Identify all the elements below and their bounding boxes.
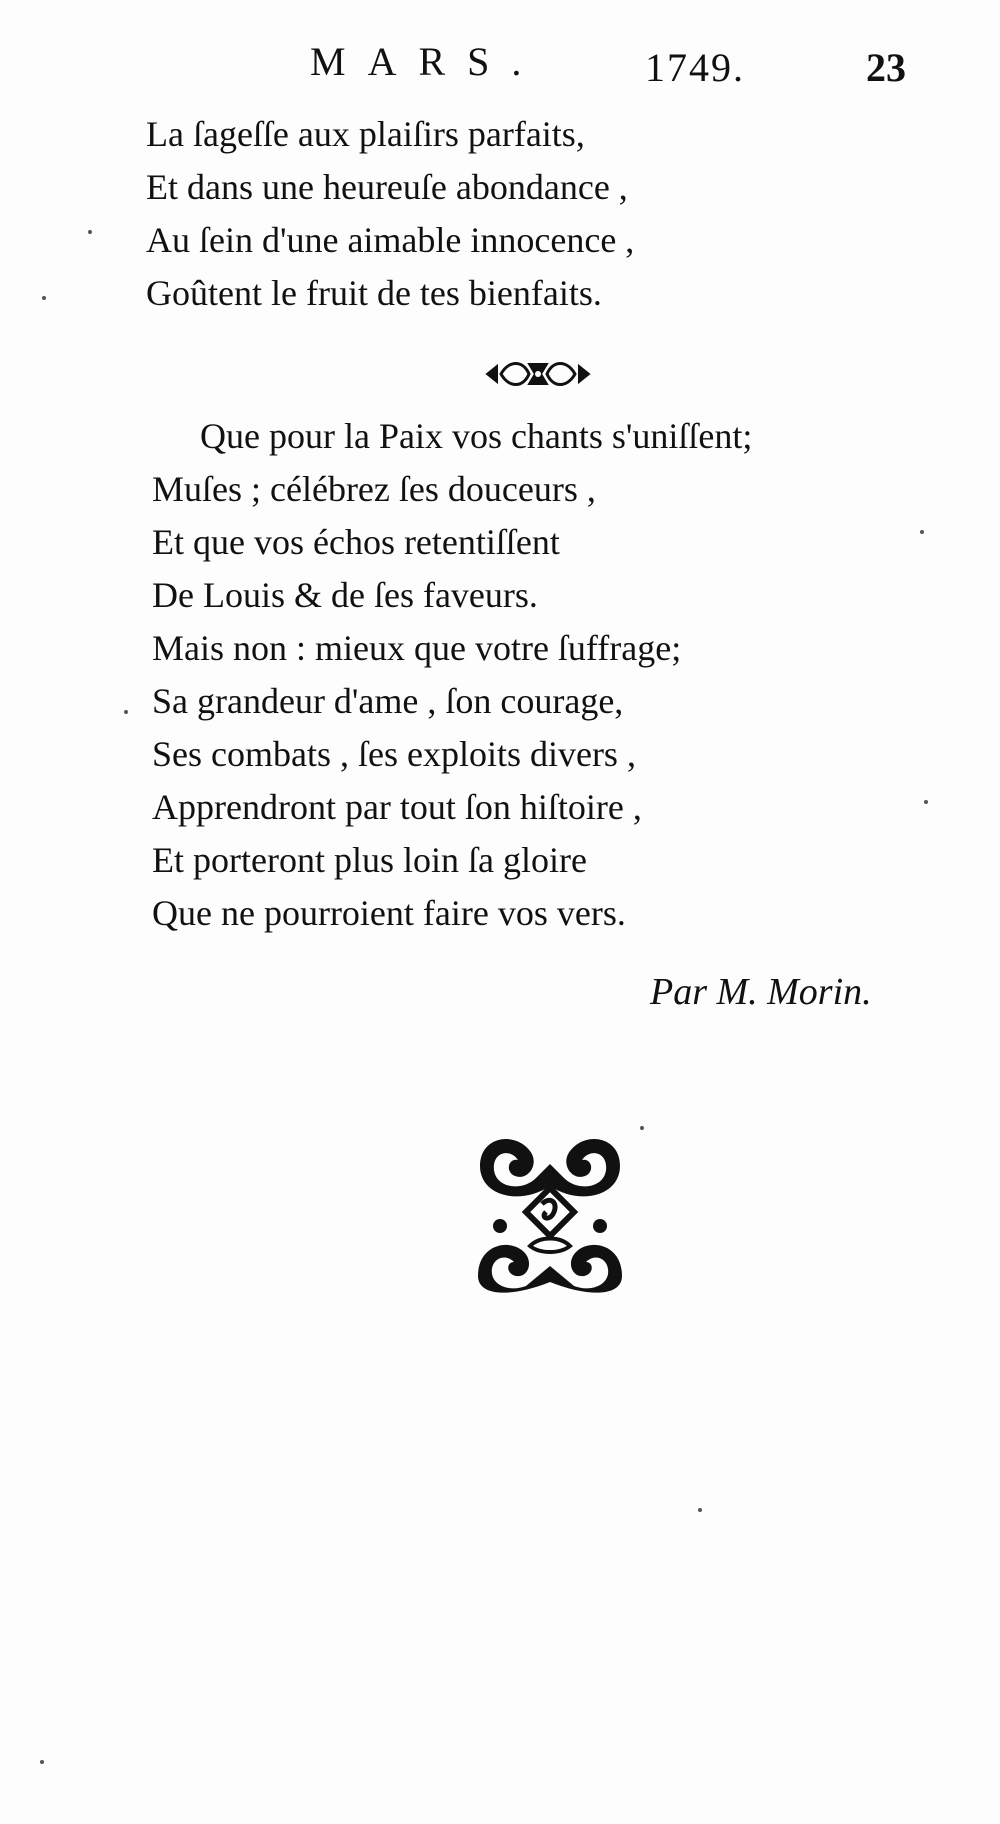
page-header	[0, 38, 1000, 98]
paper-speck	[88, 230, 92, 234]
fleuron-divider-icon	[483, 352, 593, 396]
poem-stanza-2	[0, 410, 1000, 940]
paper-speck	[640, 1126, 644, 1130]
verse-line: Sa grandeur d'ame , ſon courage,	[152, 681, 624, 721]
verse-line: Au ſein d'une aimable innocence ,	[146, 220, 635, 260]
paper-speck	[698, 1508, 702, 1512]
paper-speck	[42, 296, 46, 300]
paper-speck	[124, 710, 128, 714]
verse-line: Que ne pourroient faire vos vers.	[152, 893, 626, 933]
paper-speck	[920, 530, 924, 534]
verse-line: Mais non : mieux que votre ſuffrage;	[152, 628, 682, 668]
verse-line: La ſageſſe aux plaiſirs parfaits,	[146, 114, 585, 154]
verse-line: Muſes ; célébrez ſes douceurs ,	[152, 469, 596, 509]
verse-line: Que pour la Paix vos chants s'uniſſent;	[200, 416, 753, 456]
tailpiece-ornament-icon	[470, 1126, 630, 1296]
verse-line: De Louis & de ſes faveurs.	[152, 575, 538, 615]
verse-line: Et porteront plus loin ſa gloire	[152, 840, 587, 880]
verse-line: Et que vos échos retentiſſent	[152, 522, 560, 562]
poem-stanza-1	[0, 108, 1000, 320]
verse-line: Ses combats , ſes exploits divers ,	[152, 734, 636, 774]
paper-speck	[40, 1760, 44, 1764]
year: 1749.	[645, 45, 745, 90]
page-number: 23	[866, 45, 906, 90]
verse-line: Apprendront par tout ſon hiſtoire ,	[152, 787, 642, 827]
running-title: MARS.	[310, 39, 544, 84]
verse-line: Goûtent le fruit de tes bienfaits.	[146, 273, 602, 313]
verse-line: Et dans une heureuſe abondance ,	[146, 167, 628, 207]
signature-text: Par M. Morin.	[650, 971, 872, 1013]
paper-speck	[924, 800, 928, 804]
